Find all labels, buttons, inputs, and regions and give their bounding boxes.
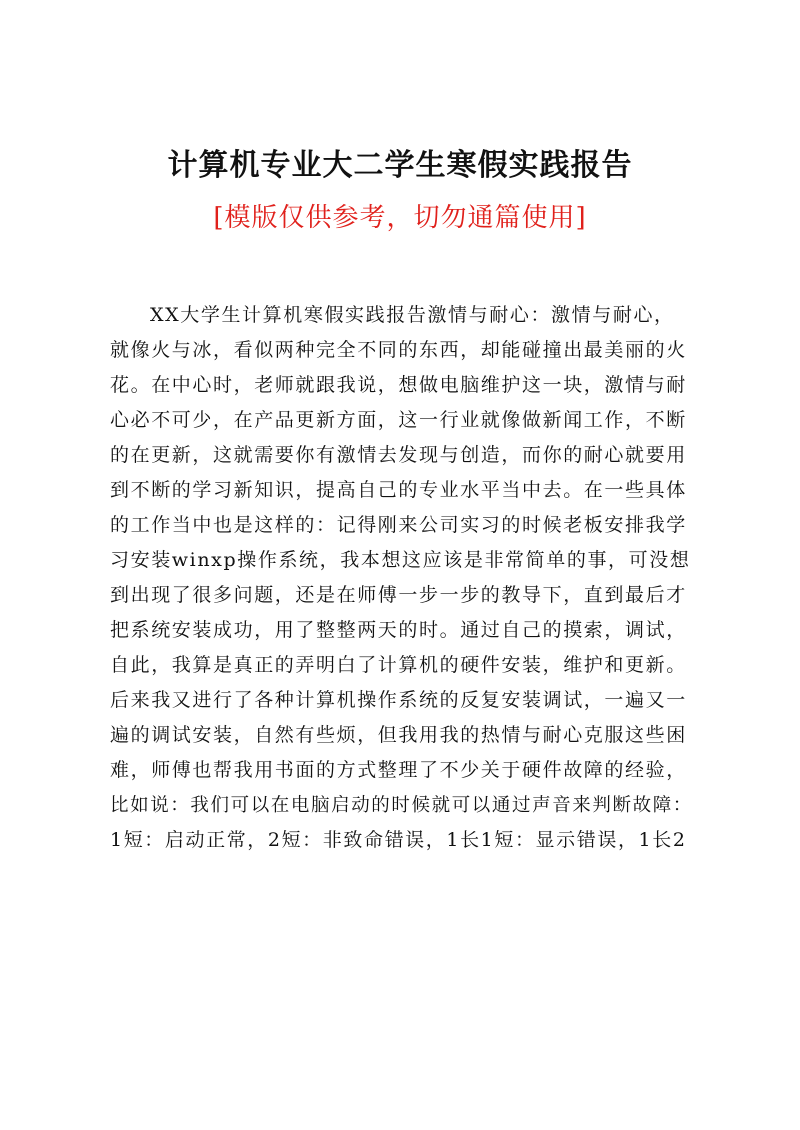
paragraph-line: 到不断的学习新知识，提高自己的专业水平当中去。在一些具体 bbox=[110, 479, 687, 501]
paragraph-line: 难，师傅也帮我用书面的方式整理了不少关于硬件故障的经验， bbox=[110, 759, 687, 781]
document-title: 计算机专业大二学生寒假实践报告 bbox=[167, 148, 633, 183]
body-paragraph bbox=[110, 298, 700, 858]
paragraph-line: 到出现了很多问题，还是在师傅一步一步的教导下，直到最后才 bbox=[110, 584, 687, 606]
paragraph-line: 把系统安装成功，用了整整两天的时。通过自己的摸索，调试， bbox=[110, 619, 687, 641]
paragraph-line: 遍的调试安装，自然有些烦，但我用我的热情与耐心克服这些困 bbox=[110, 724, 687, 746]
paragraph-line: 自此，我算是真正的弄明白了计算机的硬件安装，维护和更新。 bbox=[110, 654, 687, 676]
paragraph-line: 的在更新，这就需要你有激情去发现与创造，而你的耐心就要用 bbox=[110, 444, 687, 466]
paragraph-line: 花。在中心时，老师就跟我说，想做电脑维护这一块，激情与耐 bbox=[110, 374, 687, 396]
paragraph-line: 后来我又进行了各种计算机操作系统的反复安装调试，一遍又一 bbox=[110, 689, 687, 711]
paragraph-line: 1短：启动正常，2短：非致命错误，1长1短：显示错误，1长2 bbox=[110, 829, 687, 851]
paragraph-line: 就像火与冰，看似两种完全不同的东西，却能碰撞出最美丽的火 bbox=[110, 339, 687, 361]
paragraph-line: XX大学生计算机寒假实践报告激情与耐心：激情与耐心， bbox=[150, 304, 675, 326]
paragraph-line: 习安装winxp操作系统，我本想这应该是非常简单的事，可没想 bbox=[110, 549, 691, 571]
paragraph-line: 心必不可少，在产品更新方面，这一行业就像做新闻工作，不断 bbox=[110, 409, 687, 431]
template-notice: [模版仅供参考，切勿通篇使用] bbox=[213, 203, 587, 233]
paragraph-line: 的工作当中也是这样的：记得刚来公司实习的时候老板安排我学 bbox=[110, 514, 687, 536]
paragraph-line: 比如说：我们可以在电脑启动的时候就可以通过声音来判断故障： bbox=[110, 795, 693, 816]
